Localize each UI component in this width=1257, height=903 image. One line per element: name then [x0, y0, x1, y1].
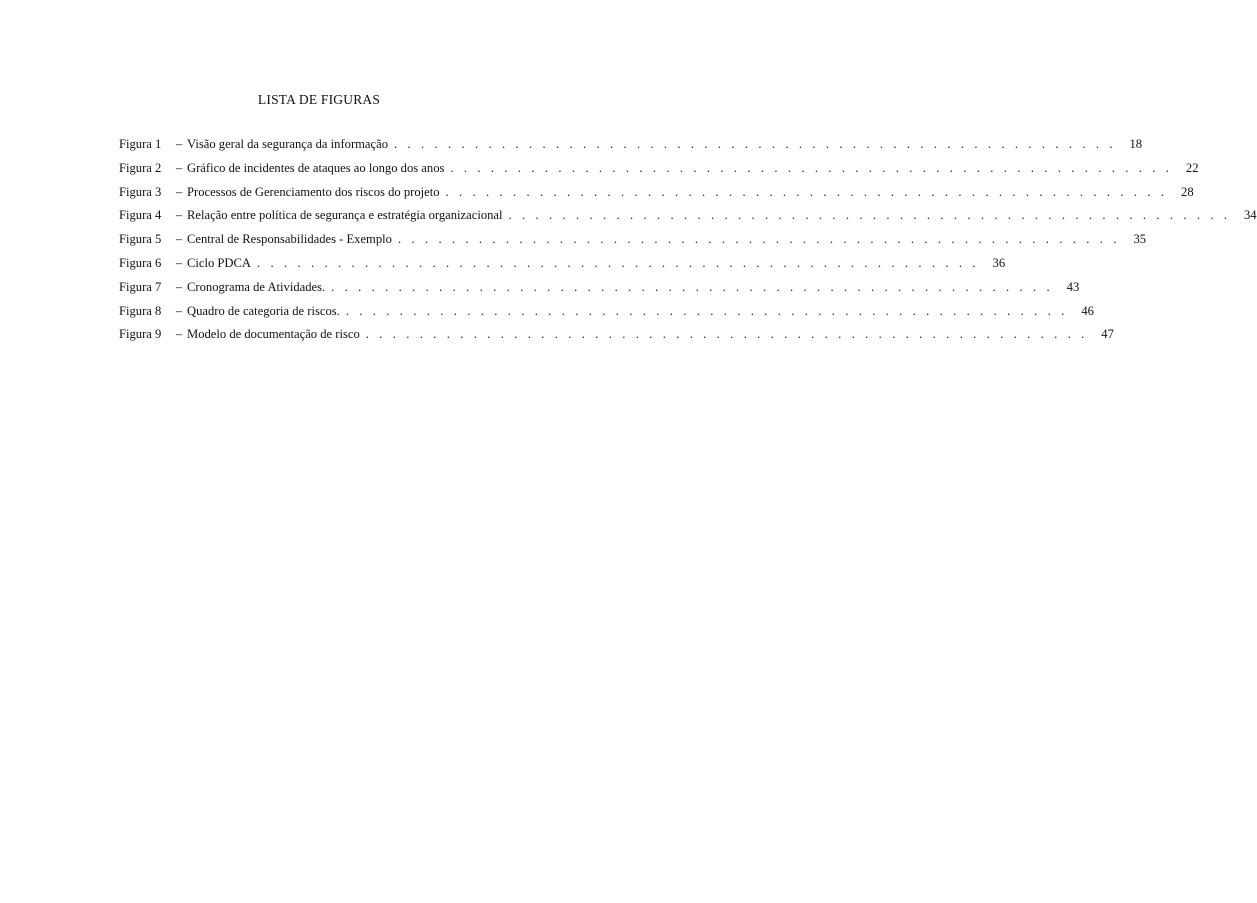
separator-dash: –: [175, 255, 183, 270]
leader-dots: . . . . . . . . . . . . . . . . . . . . . . . . . . . . . . . . . . . . . . . . . . . . . . . . . . . . . .: [450, 160, 1173, 175]
figure-page-number: 18: [1129, 137, 1143, 151]
figure-page-number: 22: [1185, 160, 1199, 175]
figure-label: Figura 4: [119, 208, 162, 223]
figure-page-number: 34: [1244, 208, 1257, 223]
figure-label: Figura 8: [119, 303, 162, 318]
figure-page-number: 47: [1101, 327, 1114, 342]
figure-entry[interactable]: [119, 232, 1147, 256]
figure-label: Figura 6: [119, 255, 162, 270]
leader-dots: . . . . . . . . . . . . . . . . . . . . . . . . . . . . . . . . . . . . . . . . . . . . . . . . . . . . . .: [365, 327, 1088, 342]
separator-dash: –: [175, 160, 183, 175]
figure-title: Gráfico de incidentes de ataques ao longo dos anos: [187, 160, 445, 175]
page-title: LISTA DE FIGURAS: [257, 92, 381, 107]
leader-dots: . . . . . . . . . . . . . . . . . . . . . . . . . . . . . . . . . . . . . . . . . . . . . . . . . . . . . .: [508, 208, 1231, 223]
leader-dots: . . . . . . . . . . . . . . . . . . . . . . . . . . . . . . . . . . . . . . . . . . . . . . . . . . . . . .: [397, 232, 1121, 247]
figure-entry[interactable]: [119, 208, 1257, 232]
separator-dash: –: [175, 279, 183, 294]
figure-label: Figura 3: [119, 184, 162, 199]
leader-dots: . . . . . . . . . . . . . . . . . . . . . . . . . . . . . . . . . . . . . . . . . . . . . . . . . . . . . .: [394, 137, 1117, 151]
leader-dots: . . . . . . . . . . . . . . . . . . . . . . . . . . . . . . . . . . . . . . . . . . . . . . . . . . . . . .: [257, 255, 980, 270]
separator-dash: –: [175, 327, 183, 342]
figure-page-number: 43: [1066, 279, 1080, 294]
figure-title: Modelo de documentação de risco: [187, 327, 360, 342]
separator-dash: –: [175, 303, 183, 318]
figure-label: Figura 1: [119, 137, 162, 151]
figure-title: Visão geral da segurança da informação: [187, 137, 388, 151]
separator-dash: –: [175, 208, 183, 223]
figure-list: [119, 137, 1257, 351]
figure-entry[interactable]: [119, 137, 1143, 161]
leader-dots: . . . . . . . . . . . . . . . . . . . . . . . . . . . . . . . . . . . . . . . . . . . . . . . . . . . . . .: [445, 184, 1168, 199]
figure-title: Ciclo PDCA: [187, 255, 252, 270]
figure-title: Cronograma de Atividades.: [187, 279, 326, 294]
separator-dash: –: [175, 184, 183, 199]
figure-page-number: 46: [1081, 303, 1094, 318]
figure-page-number: 35: [1133, 232, 1147, 247]
figure-title: Relação entre política de segurança e estratégia organizacional: [187, 208, 503, 223]
figure-page-number: 36: [992, 255, 1006, 270]
separator-dash: –: [175, 137, 183, 151]
figure-entry[interactable]: [119, 327, 1114, 351]
figure-label: Figura 2: [119, 160, 162, 175]
figure-label: Figura 5: [119, 232, 162, 247]
figure-title: Processos de Gerenciamento dos riscos do projeto: [187, 184, 440, 199]
figure-entry[interactable]: [119, 184, 1194, 209]
figure-entry[interactable]: [119, 160, 1199, 185]
figure-page-number: 28: [1181, 184, 1194, 199]
separator-dash: –: [175, 232, 183, 247]
leader-dots: . . . . . . . . . . . . . . . . . . . . . . . . . . . . . . . . . . . . . . . . . . . . . . . . . . . . . .: [345, 303, 1068, 318]
figure-entry[interactable]: [119, 303, 1094, 328]
figure-title: Quadro de categoria de riscos.: [187, 303, 340, 318]
leader-dots: . . . . . . . . . . . . . . . . . . . . . . . . . . . . . . . . . . . . . . . . . . . . . . . . . . . . . .: [331, 279, 1054, 294]
figure-entry[interactable]: [119, 279, 1080, 304]
figure-label: Figura 9: [119, 327, 162, 342]
figure-title: Central de Responsabilidades - Exemplo: [187, 232, 392, 247]
figure-entry[interactable]: [119, 255, 1006, 280]
figure-label: Figura 7: [119, 279, 162, 294]
